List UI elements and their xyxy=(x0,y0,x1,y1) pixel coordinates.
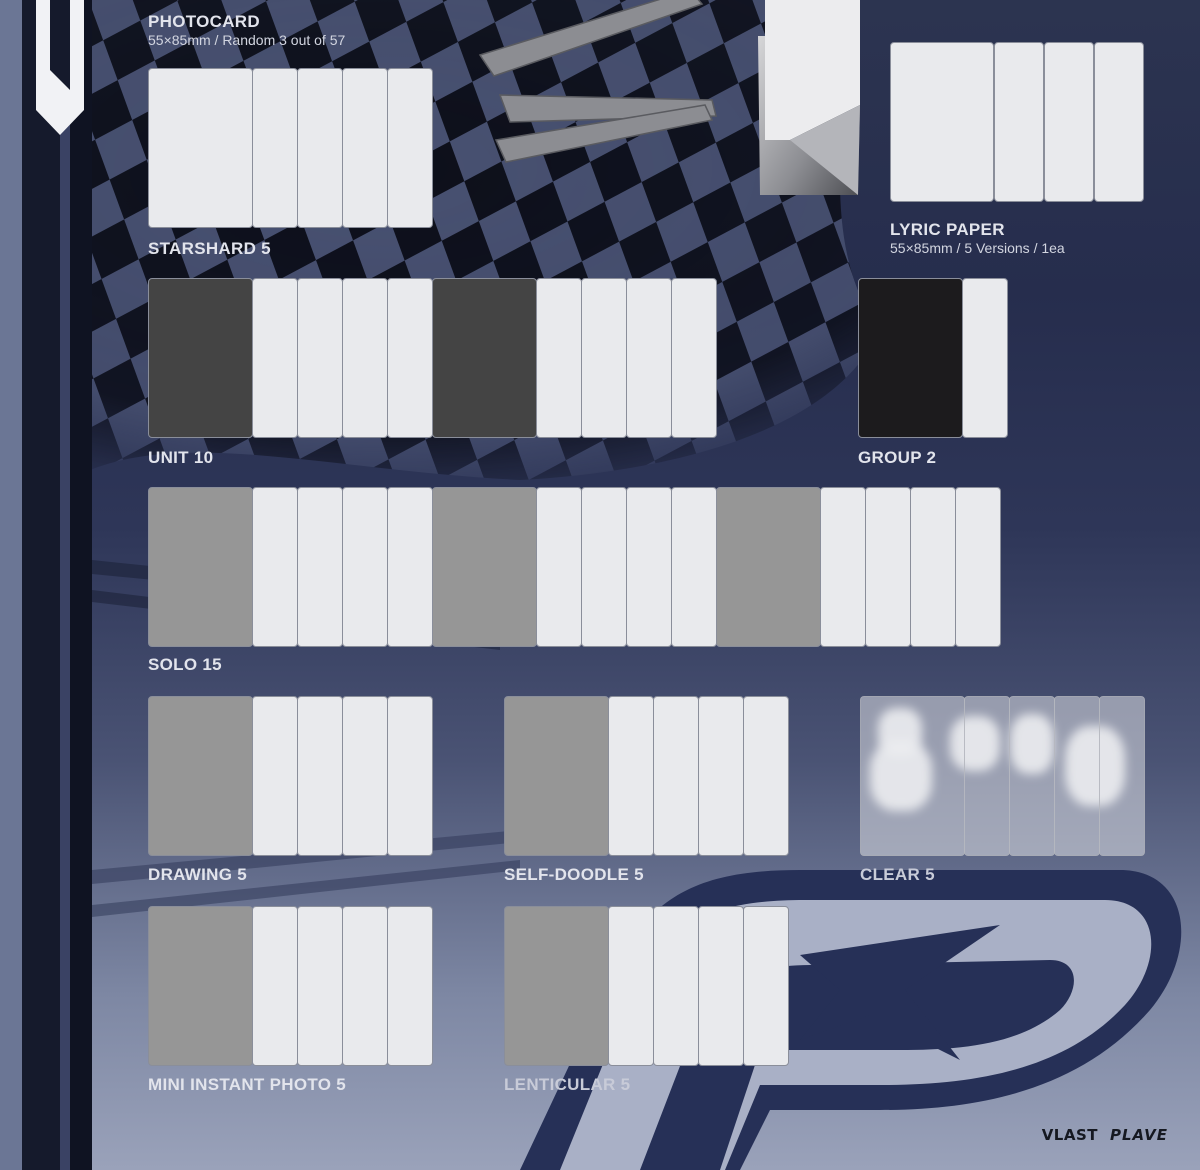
photocard xyxy=(148,68,253,228)
photocard xyxy=(342,487,388,647)
photocard-title: PHOTOCARD xyxy=(148,12,260,31)
photocard xyxy=(653,696,699,856)
photocard xyxy=(608,906,654,1066)
photocard xyxy=(671,278,717,438)
card-set-starshard xyxy=(148,68,433,228)
photocard xyxy=(252,906,298,1066)
photocard xyxy=(297,696,343,856)
photocard xyxy=(865,487,911,647)
photocard xyxy=(387,68,433,228)
photocard xyxy=(626,487,672,647)
photocard xyxy=(962,278,1008,438)
photocard xyxy=(432,278,537,438)
photocard xyxy=(964,696,1010,856)
card-set-clear xyxy=(860,696,1145,856)
photocard xyxy=(1054,696,1100,856)
card-set-self-doodle xyxy=(504,696,789,856)
left-stripes-graphic xyxy=(0,0,92,1170)
set-label-drawing: DRAWING 5 xyxy=(148,865,248,884)
photocard xyxy=(148,278,253,438)
photocard xyxy=(820,487,866,647)
photocard xyxy=(148,906,253,1066)
photocard xyxy=(743,906,789,1066)
photocard xyxy=(581,278,627,438)
card-set-solo xyxy=(148,487,1001,647)
photocard xyxy=(252,68,298,228)
photocard xyxy=(252,487,298,647)
photocard xyxy=(910,487,956,647)
photocard xyxy=(387,278,433,438)
set-label-self-doodle: SELF-DOODLE 5 xyxy=(504,865,644,884)
photocard xyxy=(252,696,298,856)
set-label-solo: SOLO 15 xyxy=(148,655,222,674)
set-label-mini-instant-photo: MINI INSTANT PHOTO 5 xyxy=(148,1075,347,1094)
photocard xyxy=(148,696,253,856)
photocard xyxy=(860,696,965,856)
photocard xyxy=(148,487,253,647)
photocard xyxy=(698,906,744,1066)
photocard xyxy=(671,487,717,647)
photocard xyxy=(536,278,582,438)
plave-logo: PLAVE xyxy=(1110,1126,1168,1144)
card-set-mini-instant-photo xyxy=(148,906,433,1066)
photocard xyxy=(716,487,821,647)
photocard xyxy=(581,487,627,647)
set-label-group: GROUP 2 xyxy=(858,448,937,467)
card-set-drawing xyxy=(148,696,433,856)
lyric-paper-subtitle: 55×85mm / 5 Versions / 1ea xyxy=(890,240,1065,256)
lyric-paper-card xyxy=(994,42,1044,202)
card-set-group xyxy=(858,278,1008,438)
lyric-paper-card xyxy=(1094,42,1144,202)
lyric-paper-card xyxy=(890,42,994,202)
photocard xyxy=(297,487,343,647)
set-label-clear: CLEAR 5 xyxy=(860,865,935,884)
set-label-lenticular: LENTICULAR 5 xyxy=(504,1075,631,1094)
photocard xyxy=(432,487,537,647)
photocard xyxy=(626,278,672,438)
photocard xyxy=(387,696,433,856)
lyric-paper-set xyxy=(890,42,1144,202)
photocard xyxy=(1009,696,1055,856)
photocard xyxy=(342,278,388,438)
set-label-starshard: STARSHARD 5 xyxy=(148,239,271,258)
photocard xyxy=(858,278,963,438)
photocard xyxy=(252,278,298,438)
lyric-paper-card xyxy=(1044,42,1094,202)
photocard xyxy=(297,278,343,438)
folded-paper-graphic xyxy=(758,0,860,195)
photocard-subtitle: 55×85mm / Random 3 out of 57 xyxy=(148,32,346,48)
photocard xyxy=(504,906,609,1066)
photocard xyxy=(387,906,433,1066)
photocard xyxy=(955,487,1001,647)
lyric-paper-title: LYRIC PAPER xyxy=(890,220,1005,239)
card-set-lenticular xyxy=(504,906,789,1066)
vlast-logo: VLAST xyxy=(1041,1126,1098,1144)
photocard xyxy=(297,906,343,1066)
brand-logos xyxy=(1042,1126,1168,1144)
photocard xyxy=(608,696,654,856)
photocard xyxy=(342,68,388,228)
photocard xyxy=(698,696,744,856)
photocard xyxy=(342,906,388,1066)
set-label-unit: UNIT 10 xyxy=(148,448,214,467)
photocard xyxy=(743,696,789,856)
photocard xyxy=(1099,696,1145,856)
photocard xyxy=(536,487,582,647)
card-set-unit xyxy=(148,278,717,438)
photocard xyxy=(342,696,388,856)
photocard xyxy=(297,68,343,228)
photocard xyxy=(653,906,699,1066)
photocard xyxy=(504,696,609,856)
photocard xyxy=(387,487,433,647)
